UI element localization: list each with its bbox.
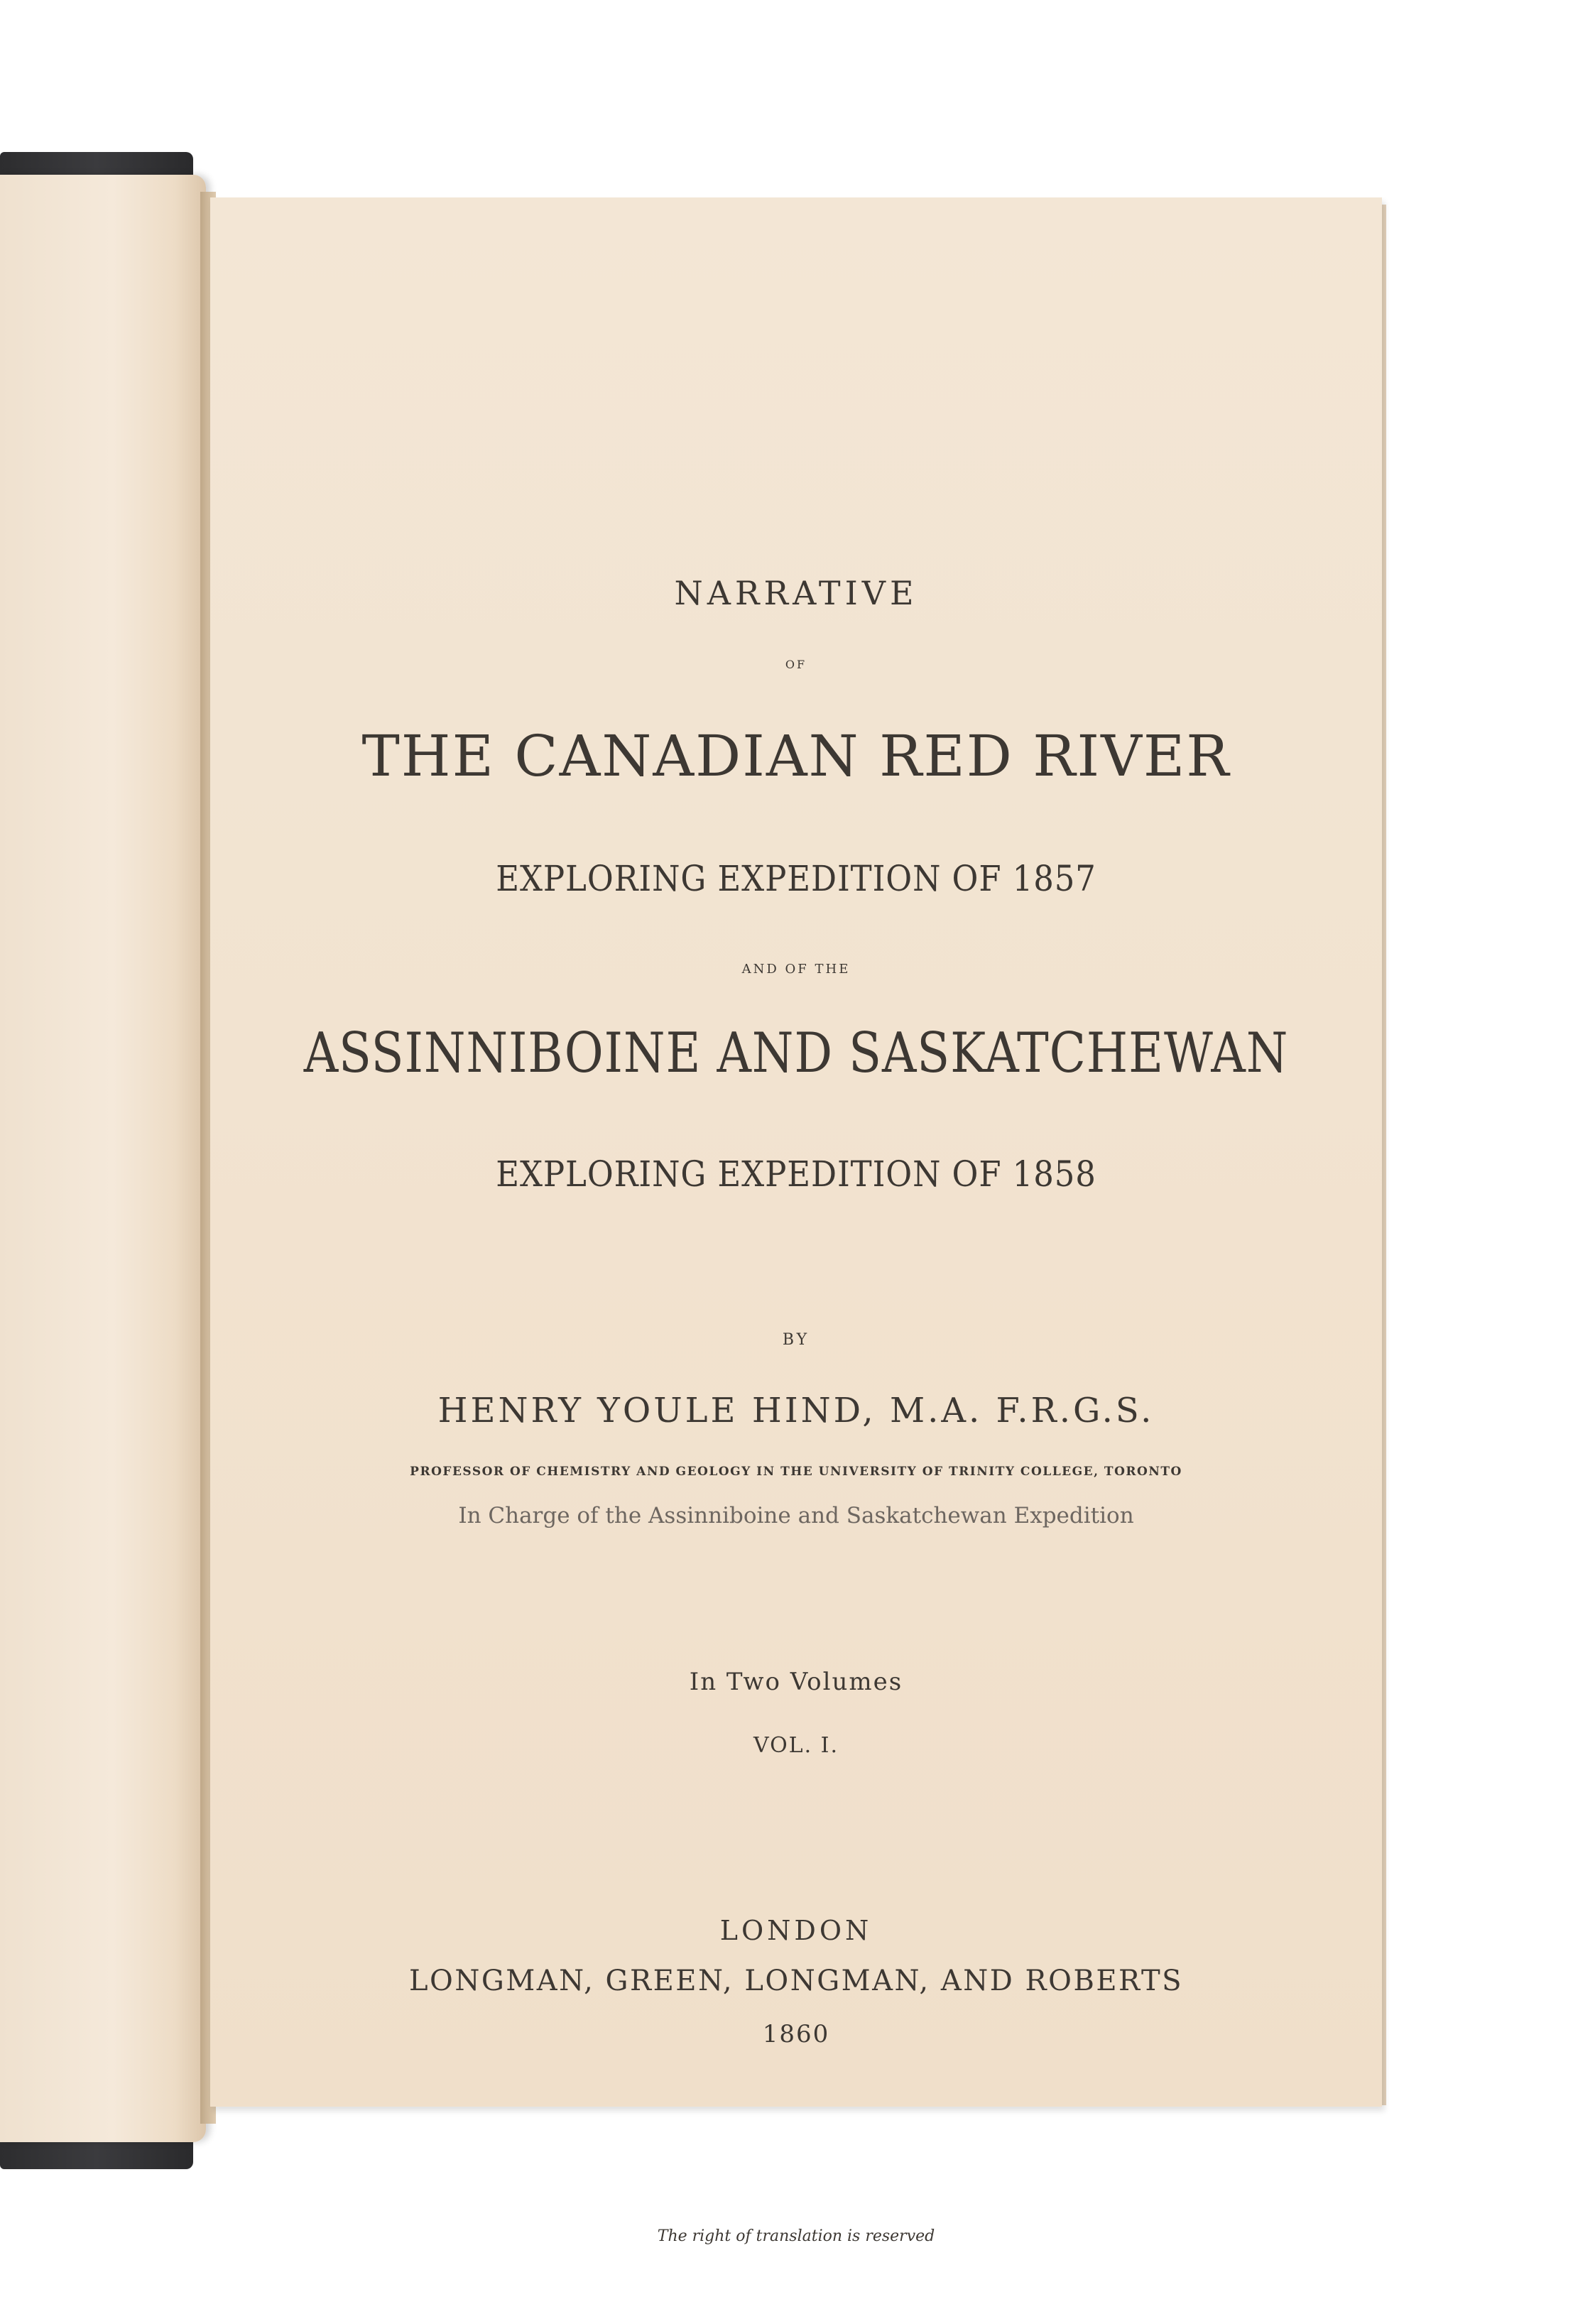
- title-page: [210, 197, 1382, 2245]
- author-affiliation: PROFESSOR OF CHEMISTRY AND GEOLOGY IN THE UNIVERSITY OF TRINITY COLLEGE, TORONTO: [410, 1465, 1182, 1479]
- publication-city: LONDON: [719, 1915, 873, 1946]
- volumes-note: In Two Volumes: [689, 1668, 903, 1696]
- secondary-title: ASSINNIBOINE AND SASKATCHEWAN: [303, 1021, 1289, 1085]
- author-role: In Charge of the Assinniboine and Saskatchewan Expedition: [458, 1503, 1134, 1528]
- publisher: LONGMAN, GREEN, LONGMAN, AND ROBERTS: [408, 1965, 1184, 1997]
- of-label: OF: [785, 658, 807, 671]
- previous-leaf: [0, 175, 206, 2142]
- author-name: HENRY YOULE HIND, M.A. F.R.G.S.: [437, 1391, 1155, 1430]
- rights-notice: The right of translation is reserved: [657, 2227, 935, 2245]
- main-title: THE CANADIAN RED RIVER: [361, 723, 1231, 789]
- expedition-1858: EXPLORING EXPEDITION OF 1858: [496, 1153, 1096, 1195]
- volume-number: VOL. I.: [753, 1733, 839, 1758]
- narrative-heading: NARRATIVE: [674, 574, 918, 612]
- publication-year: 1860: [762, 2020, 830, 2048]
- and-of-the-label: AND OF THE: [741, 962, 851, 977]
- expedition-1857: EXPLORING EXPEDITION OF 1857: [496, 858, 1096, 899]
- by-label: BY: [782, 1331, 810, 1349]
